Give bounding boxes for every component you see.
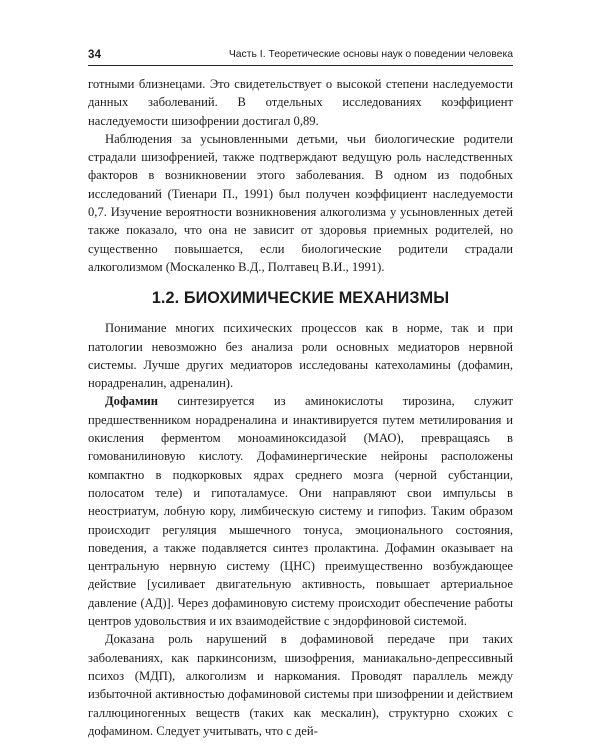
running-title: Часть I. Теоретические основы наук о поведении человека: [228, 49, 513, 60]
section-number: 1.2.: [151, 289, 180, 308]
paragraph-adoption-studies: Наблюдения за усыновленными детьми, чьи биологические родители страдали шизофренией, также подтверждают ведущую роль наследственных факторов в возникновении этого заболевания. В одном из подобных исследований (Тиенари П., 1991) был получен коэффициент наследуемости 0,7. Изучение вероятности возникновения алкоголизма у усыновленных детей также показало, что она не зависит от здоровья приемных родителей, но существенно повышается, если биологические родители страдали алкоголизмом (Москаленко В.Д., Полтавец В.И., 1991).: [88, 131, 513, 274]
section-title: БИОХИМИЧЕСКИЕ МЕХАНИЗМЫ: [183, 289, 450, 308]
term-dopamine: Дофамин: [105, 394, 159, 409]
running-header: [88, 49, 513, 66]
section-heading: [88, 288, 513, 308]
dopamine-description: синтезируется из аминокислоты тирозина, служит предшественником норадреналина и инактивируется путем метилирования и окисления ферментом моноаминоксидазой (МАО), превращаясь в гомованилиновую кислоту. Дофаминергические нейроны расположены компактно в подкорковых ядрах среднего мозга (черной субстанции, полосатом теле) и гипоталамусе. Они направляют свои импульсы в неостриатум, лобную кору, лимбическую систему и гипофиз. Таким образом происходит регуляция мышечного тонуса, эмоционального состояния, поведения, а также подавляется синтез пролактина. Дофамин оказывает на центральную нервную систему (ЦНС) преимущественно возбуждающее действие [усиливает двигательную активность, повышает артериальное давление (АД)]. Через дофаминовую систему происходит обеспечение работы центров удовольствия и их взаимодействие с эндорфиновой системой.: [88, 394, 513, 629]
paragraph-mediators-intro: Понимание многих психических процессов как в норме, так и при патологии невозможно без анализа роли основных медиаторов нервной системы. Лучше других медиаторов исследованы катехоламины (дофамин, норадреналин, адреналин).: [88, 321, 513, 391]
paragraph-continued: готными близнецами. Это свидетельствует о высокой степени наследуемости данных заболеваний. В отдельных исследованиях коэффициент наследуемости шизофрении достигал 0,89.: [88, 77, 513, 128]
paragraph-dopamine-disorders: Доказана роль нарушений в дофаминовой передаче при таких заболеваниях, как паркинсонизм, шизофрения, маниакально-депрессивный психоз (МДП), алкоголизм и наркомания. Проводят параллель между избыточной активностью дофаминовой системы при шизофрении и действием галлюциногенных веществ (таких как мескалин), структурно схожих с дофамином. Следует учитывать, что с дей-: [88, 632, 513, 738]
body-text: [88, 75, 513, 740]
page-number: 34: [88, 49, 102, 61]
paragraph-dopamine: [88, 392, 513, 630]
